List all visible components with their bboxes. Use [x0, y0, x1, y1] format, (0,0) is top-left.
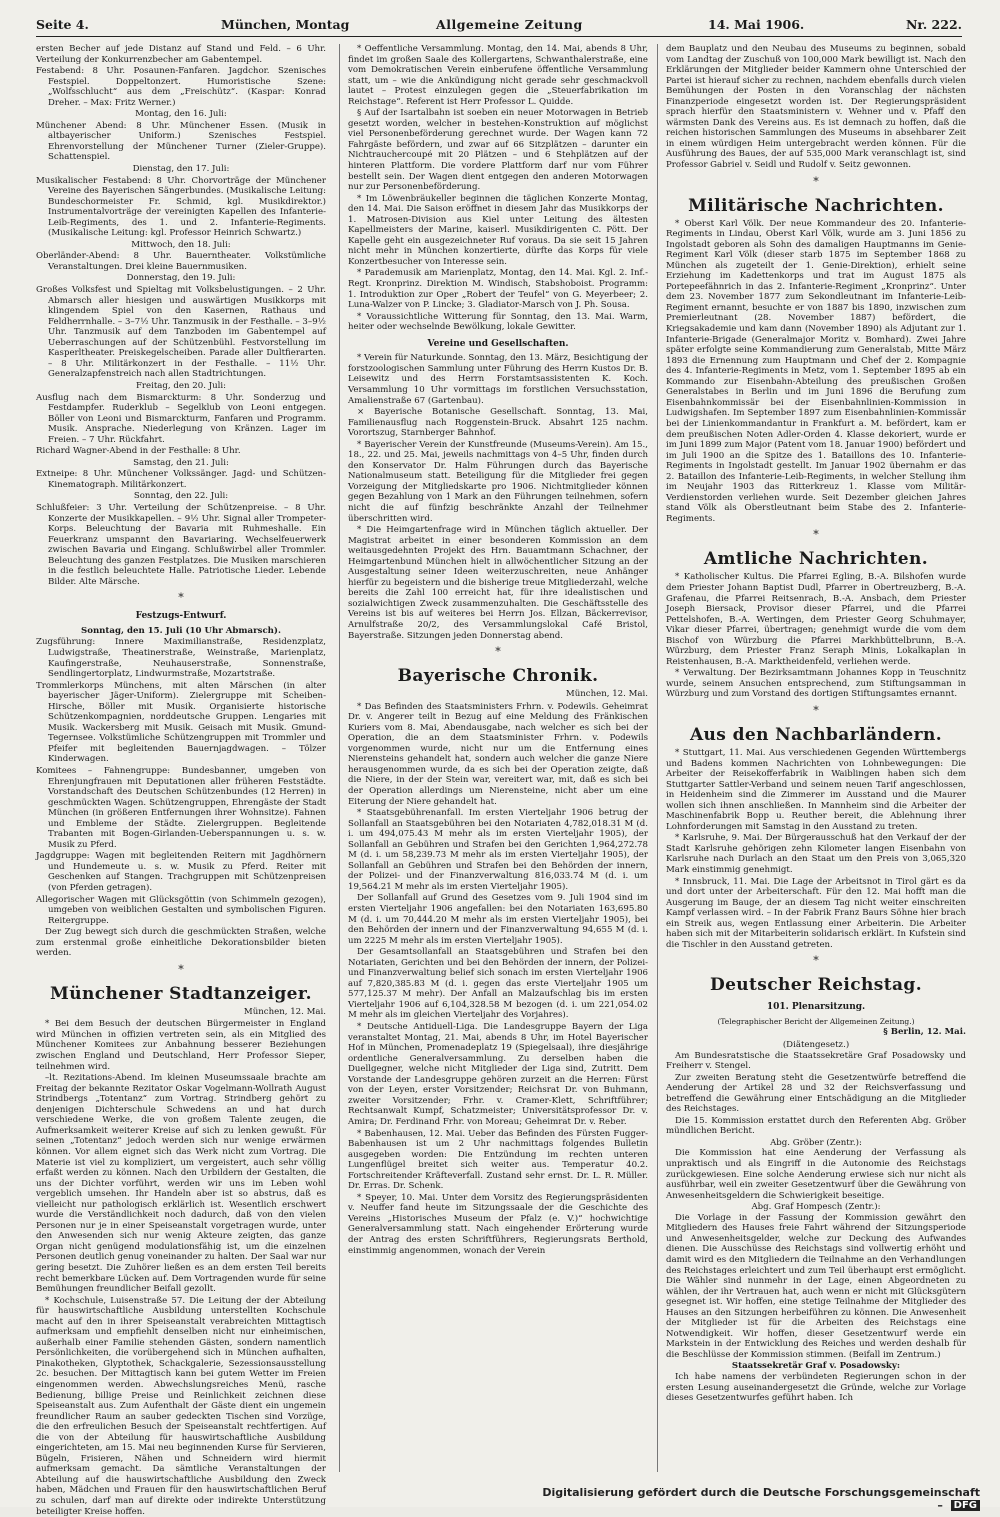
- section-separator: *: [178, 591, 184, 605]
- article-paragraph: Die 15. Kommission erstattet durch den Referenten Abg. Gröber mündlichen Bericht.: [666, 1115, 966, 1137]
- column-1: [36, 44, 326, 1517]
- program-day: Donnerstag, den 19. Juli:: [126, 273, 236, 284]
- dfg-logo: DFG: [951, 1500, 980, 1511]
- article-paragraph: * Voraussichtliche Witterung für Sonntag, den 13. Mai. Warm, heiter oder wechselnde Bewölkung, lokale Gewitter.: [348, 311, 648, 333]
- section-separator: *: [813, 528, 819, 542]
- program-item: Ausflug nach dem Bismarckturm: 8 Uhr. Sonderzug und Festdampfer. Ruderklub – Segelklub von Leoni entgegen. Böller von Leoni und Bismarckturm, Fanfaren und Programm. Musik. Ansprache. Niederlegung von Kränzen. Lager im Freien. – 7 Uhr. Rückfahrt.: [36, 392, 326, 445]
- article-paragraph: Der Sollanfall auf Grund des Gesetzes vom 9. Juli 1904 sind im ersten Vierteljahr 1906 angefallen: bei den Notariaten 163,695.80 M (d. i. um 70,444.20 M mehr als im ersten Vierteljahr 1905), bei den Behörden der innern und der Finanzverwaltung 94,655 M (d. i. um 2225 M mehr als im ersten Vierteljahr 1905).: [348, 893, 648, 946]
- program-item: Extneipe: 8 Uhr. Münchener Volkssänger. Jagd- und Schützen-Kinematograph. Militärkonzert.: [36, 469, 326, 490]
- page-number: Seite 4.: [36, 17, 89, 32]
- page-header: [36, 16, 962, 37]
- issue-number: Nr. 222.: [905, 17, 962, 32]
- dateline: § Berlin, 12. Mai.: [883, 1027, 966, 1038]
- program-day: Dienstag, den 17. Juli:: [132, 164, 230, 175]
- program-item: Großes Volksfest und Spieltag mit Volksbelustigungen. – 2 Uhr. Abmarsch aller hiesigen und auswärtigen Musikkorps mit klingendem Spiel von den Kasernen, Rathaus und Feldherrnhalle. – 3–7½ Uhr. Tanzmusik in der Festhalle. – 3–9½ Uhr. Tanzmusik auf dem Tanzboden im Gabentempel auf Ueberraschungen auf der Schützenbühl. Festvorstellung im Kasperltheater. Preiskegelscheiben. Parade aller Dultfierarten. – 8 Uhr. Militärkonzert in der Festhalle. – 11½ Uhr. Generalzapfenstreich nach allen Stadtrichtungen.: [36, 285, 326, 380]
- digitization-credit: [540, 1486, 980, 1512]
- program-item: Festabend: 8 Uhr. Posaunen-Fanfaren. Jagdchor. Szenisches Festspiel. Doppeltonzert. Humoristische Szene: „Wolfsschlucht“ aus dem „Freischütz“. (Kaspar: Konrad Dreher. – Max: Fritz Werner.): [36, 66, 326, 108]
- article-paragraph: Zur zweiten Beratung steht die Gesetzentwürfe betreffend die Aenderung der Artikel 28 und 32 der Reichsverfassung und betreffend die Gewährung einer Entschädigung an die Mitglieder des Reichstages.: [666, 1072, 966, 1115]
- section-title: Bayerische Chronik.: [397, 666, 599, 687]
- program-item: Oberländer-Abend: 8 Uhr. Bauerntheater. Volkstümliche Veranstaltungen. Drei kleine Bauernmusiken.: [36, 251, 326, 272]
- dateline: München, 12. Mai.: [243, 1006, 326, 1017]
- column-divider: [339, 44, 340, 1472]
- article-paragraph: * Verein für Naturkunde. Sonntag, den 13. März, Besichtigung der forstzoologischen Sammlung unter Führung des Herrn Kustos Dr. B. Leisewitz und des Herrn Forstamtsassistenten K. Koch. Versammlung 10 Uhr vormittags im forstlichen Versuchsstation, Amalienstraße 67 (Gartenbau).: [348, 353, 648, 406]
- speaker-heading: Staatssekretär Graf v. Posadowsky:: [731, 1361, 901, 1372]
- program-item: Schlußfeier: 3 Uhr. Verteilung der Schützenpreise. – 8 Uhr. Konzerte der Musikkapellen. – 9½ Uhr. Signal aller Trompeter-Korps. Beleuchtung der Bavaria mit Ruhmeshalle. Ein Feuerkranz umspannt den Bavariaring. Wechselfeuerwerk zwischen Bavaria und Eingang. Schlußwirbel aller Trommler. Beleuchtung des ganzen Festplatzes. Die Musiken marschieren in die festlich beleuchtete Halle. Patriotische Lieder. Lebende Bilder. Alte Märsche.: [36, 502, 326, 587]
- article-paragraph: * Staatsgebührenanfall. Im ersten Vierteljahr 1906 betrug der Sollanfall an Staatsgebühren bei den Notariaten 4,782,018.31 M (d. i. um 494,075.43 M mehr als im ersten Vierteljahr 1905), der Sollanfall an Gebühren und Strafen bei den Gerichten 1,964,272.78 M (d. i. um 58,239.73 M mehr als im ersten Vierteljahr 1905), der Sollanfall an Gebühren und Strafen bei den Behörden der innern, der Polizei- und der Finanzverwaltung 816,033.74 M (d. i. um 19,564.21 M mehr als im ersten Vierteljahr 1905).: [348, 808, 648, 892]
- section-separator: *: [495, 645, 501, 659]
- column-divider: [657, 44, 658, 1472]
- article-paragraph: * Speyer, 10. Mai. Unter dem Vorsitz des Regierungspräsidenten v. Neuffer fand heute im Sitzungssaale der die Geschichte des Vereins „Historisches Museum der Pfalz (e. V.)“ hochwichtige Generalversammlung statt. Nach eingehender Erörterung wurde der Antrag des ersten Schriftführers, Regierungsrats Berthold, einstimmig angenommen, wonach der Verein: [348, 1192, 648, 1256]
- program-item: Allegorischer Wagen mit Glücksgöttin (von Schimmeln gezogen), umgeben von weiblichen Gestalten und symbolischen Figuren. Reitergruppe.: [36, 894, 326, 926]
- article-paragraph: * Bayerischer Verein der Kunstfreunde (Museums-Verein). Am 15., 18., 22. und 25. Mai, jeweils nachmittags von 4–5 Uhr, finden durch den Konservator Dr. Halm Führungen durch das Bayerische Nationalmuseum statt. Beteiligung für die Mitglieder frei gegen Vorzeigung der Mitgliedskarte pro 1906. Nichtmitglieder können gegen Bezahlung von 1 Mark an den Führungen teilnehmen, sofern nicht die auf fünfzig beschränkte Anzahl der Teilnehmer überschritten wird.: [348, 439, 648, 524]
- article-paragraph: * Die Heimgartenfrage wird in München täglich aktueller. Der Magistrat arbeitet in einer besonderen Kommission an dem weitausgedehnten Projekt des Hrn. Bauamtmann Schachner, der Heimgartenbund München hielt in allwöchentlicher Sitzung an der Ausgestaltung seiner Ideen weiterzuschreiten, neue Anhänger hierfür zu begeistern und die bisherige treue Mitgliederzahl, welche bereits die Zahl 100 erreicht hat, für ihre idealistischen und sozialwichtigen Zweck zusammenzuhalten. Die Geschäftsstelle des Vereins ist bis auf weiteres bei Herrn Jos. Ellzan, Bäckerrevisor, Arnulfstraße 20/2, des Versammlungslokal Café Bristol, Bayerstraße. Sitzungen jeden Donnerstag abend.: [348, 525, 648, 641]
- article-paragraph: × Bayerische Botanische Gesellschaft. Sonntag, 13. Mai, Familienausflug nach Roggenstein-Bruck. Absahrt 125 nachm. Vorortszug, Starnberger Bahnhof.: [348, 407, 648, 439]
- section-separator: *: [813, 954, 819, 968]
- article-paragraph: * Im Löwenbräukeller beginnen die täglichen Konzerte Montag, den 14. Mai. Die Saison eröffnet in diesem Jahr das Musikkorps der 1. Matrosen-Division aus Kiel unter Leitung des ältesten Kapellmeisters der Marine, kaiserl. Musikdirigenten C. Pött. Der Kapelle geht ein ausgezeichneter Ruf voraus. Da sie seit 15 Jahren nicht mehr in München konzertierte, dürfte das Korps für viele Konzertbesucher von Interesse sein.: [348, 193, 648, 267]
- article-paragraph: –lt. Rezitations-Abend. Im kleinen Museumssaale brachte am Freitag der bekannte Rezitator Oskar Vogelmann-Wollrath August Strindbergs „Totentanz“ zum Vortrag. Strindberg gehört zu denjenigen Dichterschule Schwedens an und hat durch verschiedene Werke, die von großem Talente zeugen, die Aufmerksamkeit weiterer Kreise auf sich zu lenken gewußt. Für seinen „Totentanz“ jedoch werden sich nur wenige erwärmen können. Vor allem eignet sich das Werk nicht zum Vortrag. Die Materie ist viel zu kompliziert, um vergeistert, auch sehr völlig erfaßt werden zu können. Nach den Urbildern der Gestalten, die uns der Dichter vorführt, werden wir uns im Leben wohl vergeblich umsehen. Ihr Handeln aber ist so abstrus, daß es vielleicht nur pathologisch erklärlich ist. Wesentlich erschwert wurde die Verständlichkeit noch dadurch, daß von den vielen Personen nur je in einer Speiseanstalt vorgetragen wurde, unter den Anwesenden sich nur wenig Akteure zeigten, das ganze Organ nicht genügend modulationsfähig ist, um die einzelnen Personen deutlich genug voneinander zu halten. Der Saal war nur gering besetzt. Die Zuhörer ließen es an dem ersten Teil bereits recht bemerkbare Lücken auf. Dem Vortragenden wurde für seine Bemühungen freundlicher Beifall gezollt.: [36, 1073, 326, 1295]
- article-paragraph: Am Bundesratstische die Staatssekretäre Graf Posadowsky und Freiherr v. Stengel.: [666, 1050, 966, 1072]
- paragraph: ersten Becher auf jede Distanz auf Stand und Feld. – 6 Uhr. Verteilung der Konkurrenzbecher am Gabentempel.: [36, 44, 326, 65]
- article-paragraph: * Kochschule, Luisenstraße 57. Die Leitung der der Abteilung für hauswirtschaftliche Ausbildung unterstellten Kochschule macht auf den in ihrer Speiseanstalt verabreichten Mittagtisch aufmerksam und empfiehlt denselben nicht nur einheimischen, außerhalb einer Familie stehenden Gästen, sondern namentlich Persönlichkeiten, die vorübergehend sich in München aufhalten, Pinakotheken, Glyptothek, Schackgalerie, Sezessionsausstellung 2c. besuchen. Der Mittagtisch kann bei gutem Wetter im Freien eingenommen werden. Abwechslungsreiches Menü, rasche Bedienung, billige Preise und Reinlichkeit zeichnen diese Speiseanstalt aus. Zum Aufenthalt der Gäste dient ein ungemein freundlicher Raum an sauber gedeckten Tischen sind Vorzüge, die den erfreulichen Besuch der Speiseanstalt rechtfertigen. Auf die von der Abteilung für hauswirtschaftliche Ausbildung eingerichteten, am 15. Mai neu beginnenden Kurse für Servieren, Bügeln, Frisieren, Nähen und Schneidern wird hiermit aufmerksam gemacht. Da sämtliche Veranstaltungen der Abteilung auf die hauswirtschaftliche Ausbildung den Zweck haben, Mädchen und Frauen für den hauswirtschaftlichen Beruf zu schulen, darf man auf direkte oder indirekte Unterstützung beteiligter Kreise hoffen.: [36, 1295, 326, 1517]
- column-3: [666, 44, 966, 1472]
- section-title: Amtliche Nachrichten.: [703, 549, 929, 570]
- program-item: Trommlerkorps Münchens, mit alten Märschen (in alter bayerischer Jäger-Uniform). Zielergruppe mit Scheiben-Hirsche, Böller mit Musik. Organisierte historische Schützenkompagnien, norddeutsche Gruppen. Lengaries mit Musik. Wackersberg mit Musik. Geisach mit Musik. Gmund-Tegernsee. Volkstümliche Schützengruppen mit Trommler und Pfeifer mit begleitenden Bauernjagdwagen. – Tölzer Kinderwagen.: [36, 680, 326, 765]
- section-title: Deutscher Reichstag.: [709, 975, 923, 996]
- article-paragraph: Die Vorlage in der Fassung der Kommission gewährt den Mitgliedern des Hauses freie Fahrt während der Sitzungsperiode und Anwesenheitsgelder, welche zur Deckung des Aufwandes dienen. Die Ausschüsse des Reichstags sind vollwertig erhöht und damit wird es den Mitgliedern die Teilnahme an den Verhandlungen des Reichstages erleichtert und zum Teil überhaupt erst ermöglicht. Die Wähler sind nunmehr in der Lage, einen Abgeordneten zu wählen, der ihr Vertrauen hat, auch wenn er nicht mit Glücksgütern gesegnet ist. Wir hoffen, eine stetige Teilnahme der Mitglieder des Hauses an den Sitzungen herbeiführen zu können. Die Anwesenheit der Mitglieder ist für die Arbeiten des Reichstags eine Notwendigkeit. Wir hoffen, dieser Gesetzentwurf werde ein Markstein in der Entwicklung des Reiches und werden deshalb für die Beschlüsse der Kommission stimmen. (Beifall im Zentrum.): [666, 1212, 966, 1360]
- speaker-heading: Abg. Graf Hompesch (Zentr.):: [751, 1202, 881, 1213]
- section-separator: *: [813, 174, 819, 188]
- article-paragraph: * Oberst Karl Völk. Der neue Kommandeur des 20. Infanterie-Regiments in Lindau, Oberst Karl Völk, wurde am 3. Juni 1856 zu Ingolstadt geboren als Sohn des damaligen Hauptmanns im Genie-Regiment Karl Völk (dieser starb 1875 im September 1868 zu München als zugeteilt der 1. Genie-Direktion), erhielt seine Erziehung im Kadettenkorps und trat im August 1875 als Portepeefähnrich in das 2. Infanterie-Regiment „Kronprinz“. Unter dem 23. November 1877 zum Sekondleutnant im Infanterie-Leib-Regiment ernannt, besuchte er von 1887 bis 1890, inzwischen zum Premierleutnant (28. November 1887) befördert, die Kriegsakademie und kam dann (November 1890) als Adjutant zur 1. Infanterie-Brigade (Generalmajor Moritz v. Bomhard). Zwei Jahre später erfolgte seine Kommandierung zum Generalstab, Mitte März 1893 die Ernennung zum Hauptmann und Chef der 2. Kompagnie des 4. Infanterie-Regiments in Metz, vom 1. September 1895 ab ein Kommando zur Eisenbahn-Abteilung des preußischen Großen Generalstabes in Berlin und im Juni 1896 die Berufung zum Eisenbahnkommissär bei der Eisenbahnlinien-Kommission in Ludwigshafen. Im September 1897 zum Eisenbahnlinien-Kommissär bei der Linienkommandantur in Frankfurt a. M. befördert, kam er dem preußischen Noten Adler-Orden 4. Klasse dekoriert, wurde er im Juni 1899 zum Major (Patent vom 18. Januar 1900) befördert und im Juli 1900 an die Spitze des 1. Bataillons des 10. Infanterie-Regiments in Ingolstadt gestellt. Im Januar 1902 übernahm er das 2. Bataillon des Infanterie-Leib-Regiments, in welcher Stellung ihm im Neujahr 1903 das Ritterkreuz 1. Klasse vom Militär-Verdienstorden verliehen wurde. Seit Dezember gleichen Jahres stand Völk als Oberstleutnant beim Stabe des 2. Infanterie-Regiments.: [666, 218, 966, 524]
- section-heading: Vereine und Gesellschaften.: [427, 338, 569, 349]
- section-title: Münchener Stadtanzeiger.: [50, 983, 312, 1004]
- article-paragraph: § Auf der Isartalbahn ist soeben ein neuer Motorwagen in Betrieb gesetzt worden, welcher in bestehen-Konstruktion auf möglichst viel Personenbeförderung gerechnet wurde. Der Wagen kann 72 Fahrgäste befördern, und zwar auf 66 Sitzplätzen – darunter ein Nichtrauchercoupé mit 20 Plätzen – und 6 Stehplätzen auf der hinteren Plattform. Die vordere Plattform darf nur vom Führer bestellt sein. Der Wagen dient entgegen den anderen Motorwagen nur zur Personenbeförderung.: [348, 108, 648, 193]
- article-paragraph: * Karlsruhe, 9. Mai. Der Bürgerausschuß hat den Verkauf der der Stadt Karlsruhe gehörigen zehn Kilometer langen Eisenbahn von Karlsruhe nach Durlach an den Staat um den Preis von 3,065,320 Mark einstimmig genehmigt.: [666, 833, 966, 875]
- article-paragraph: Die Kommission hat eine Aenderung der Verfassung als unpraktisch und als Eingriff in die Autonomie des Reichstags zurückgewiesen. Eine solche Aenderung erwiese sich nur nicht als ausführbar, weil ein zweiter Gesetzentwurf über die Gewährung von Anwesenheitsgeldern die Schwierigkeit beseitige.: [666, 1148, 966, 1201]
- article-paragraph: * Deutsche Antiduell-Liga. Die Landesgruppe Bayern der Liga veranstaltet Montag, 21. Mai, abends 8 Uhr, im Hotel Bayerischer Hof in München, Promenadeplatz 19 (Spiegelsaal), ihre diesjährige ordentliche Generalversammlung. Zu derselben haben die Duellgegner, welche nicht Mitglieder der Liga sind, Zutritt. Dem Vorstande der Landesgruppe gehören zurzeit an die Herren: Fürst von der Leyen, erster Vorsitzender; Reichsrat Dr. von Buhmann, zweiter Vorsitzender; Frhr. v. Cramer-Klett, Schriftführer; Rechtsanwalt Kumpf, Schatzmeister; Universitätsprofessor Dr. v. Amira; Dr. Ferdinand Frhr. von Moreau; Geheimrat Dr. v. Reber.: [348, 1022, 648, 1127]
- article-paragraph: * Katholischer Kultus. Die Pfarrei Egling, B.-A. Bilshofen wurde dem Priester Johann Baptist Dudl, Pfarrer in Obertreuzberg, B.-A. Grafenau, die Pfarrei Reitsenrach, B.-A. Ansbach, dem Priester Joseph Biersack, Provisor dieser Pfarrei, und die Pfarrei Pettelshofen, B.-A. Wertingen, dem Priester Georg Schuhmayer, Vikar dieser Pfarrei, übertragen; genehmigt wurde die vom dem Bischof von Würzburg die Pfarrei Markhbüttelbrunn, B.-A. Würzburg, dem Priester Franz Seraph Minis, Lokalkaplan in Reistenhausen, B.-A. Marktheidenfeld, verliehen werde.: [666, 572, 966, 667]
- program-item: Jagdgruppe: Wagen mit begleitenden Reitern mit Jagdhörnern und Hundemeute u. s. w. Musik zu Pferd. Reiter mit Geschenken auf Stangen. Trachgruppen mit Schützenpreisen (von Pferden getragen).: [36, 851, 326, 894]
- program-item: Münchener Abend: 8 Uhr. Münchener Essen. (Musik in altbayerischer Uniform.) Szenisches Festspiel. Ehrenvorstellung der Münchener Turner (Zieler-Gruppe). Schattenspiel.: [36, 120, 326, 163]
- paragraph: Der Zug bewegt sich durch die geschmückten Straßen, welche zum erstenmal große einheitliche Dekorationsbilder bieten werden.: [36, 927, 326, 959]
- section-separator: *: [813, 703, 819, 717]
- article-paragraph: dem Bauplatz und den Neubau des Museums zu beginnen, sobald vom Landtag der Zuschuß von 100,000 Mark bewilligt ist. Nach den Erklärungen der Mitglieder beider Kammern ohne Unterschied der Partei ist hierauf sicher zu rechnen, nachdem ebenfalls durch vielen Bemühungen der Posten in den Voranschlag der nächsten Finanzperiode eingesetzt worden ist. Der Regierungspräsident sprach hierfür den Staatsministern v. Wehner und v. Pfaff den wärmsten Dank des Vereins aus. Es ist demnach zu hoffen, daß die reichen historischen Sammlungen des Museums in absehbarer Zeit in einem würdigen Heim untergebracht werden können. Für die Ausführung des Baues, der auf 535,000 Mark veranschlagt ist, sind Professor Gabriel v. Seidl und Rudolf v. Seitz gewonnen.: [666, 44, 966, 171]
- newspaper-title: Allgemeine Zeitung: [436, 17, 583, 32]
- article-paragraph: * Oeffentliche Versammlung. Montag, den 14. Mai, abends 8 Uhr, findet im großen Saale des Kollergartens, Schwanthalerstraße, eine vom Demokratischen Verein einberufene öffentliche Versammlung statt, um – wie die Ankündigung nicht gerade sehr geschmackvoll lautet – Protest einzulegen gegen die „Steuerfabrikation im Reichstage“. Referent ist Herr Professor L. Quidde.: [348, 44, 648, 107]
- topic-note: (Diätengesetz.): [782, 1040, 850, 1051]
- article-paragraph: Ich habe namens der verbündeten Regierungen schon in der ersten Lesung auseinandergesetzt die Gründe, welche zur Vorlage dieses Gesetzentwurfes geführt haben. Ich: [666, 1371, 966, 1404]
- issue-date: 14. Mai 1906.: [708, 17, 805, 32]
- section-heading: Festzugs-Entwurf.: [135, 611, 227, 622]
- program-day: Sonntag, den 15. Juli (10 Uhr Abmarsch).: [81, 625, 281, 636]
- article-paragraph: * Verwaltung. Der Bezirksamtmann Johannes Kopp in Teuschnitz wurde, seinem Ansuchen entsprechend, zum Stiftungsamman in Würzburg und zum Vorstand des dortigen Stiftungsamtes ernannt.: [666, 668, 966, 700]
- article-paragraph: Der Gesamtsollanfall an Staatsgebühren und Strafen bei den Notariaten, Gerichten und bei den Behörden der innern, der Polizei- und Finanzverwaltung belief sich sonach im ersten Vierteljahr 1906 auf 7,820,385.83 M (d. i. gegen das erste Vierteljahr 1905 um 577,125.37 M mehr). Der Anfall an Malzaufschlag bis im ersten Vierteljahr 1906 auf 6,104,328.58 M bezogen (d. i. um 221,054.02 M mehr als im gleichen Vierteljahr des Vorjahres).: [348, 947, 648, 1021]
- article-paragraph: * Babenhausen, 12. Mai. Ueber das Befinden des Fürsten Fugger-Babenhausen ist um 2 Uhr nachmittags folgendes Bulletin ausgegeben worden: Die Entzündung im rechten unteren Lungenflügel breitet sich weiter aus. Temperatur 40.2. Fortschreitender Kräfteverfall. Zustand sehr ernst. Dr. L. R. Müller. Dr. Erras. Dr. Schenk.: [348, 1128, 648, 1192]
- session-heading: 101. Plenarsitzung.: [766, 1002, 866, 1013]
- article-paragraph: * Innsbruck, 11. Mai. Die Lage der Arbeitsnot in Tirol gärt es da und dort unter der Arbeiterschaft. Für den 12. Mai hofft man die Ausgerung im Bauge, der an diesem Tag nicht weiter einschreiten Kampf verlassen wird. – In der Fabrik Franz Baurs Söhne hier brach ein Streik aus, wegen Entlassung einer Arbeiterin. Die Arbeiter haben sich mit der Mitarbeiterin solidarisch erklärt. In Kufstein sind die Tischler in den Ausstand getreten.: [666, 876, 966, 950]
- program-item: Zugsführung: Innere Maximilianstraße, Residenzplatz, Ludwigstraße, Theatinerstraße, Weinstraße, Marienplatz, Kaufingerstraße, Neuhauserstraße, Sonnenstraße, Sendlingertorplatz, Lindwurmstraße, Mozartstraße.: [36, 637, 326, 680]
- program-day: Mittwoch, den 18. Juli:: [131, 239, 231, 250]
- section-title: Aus den Nachbarländern.: [689, 724, 943, 745]
- program-day: Montag, den 16. Juli:: [135, 109, 227, 120]
- article-paragraph: * Parademusik am Marienplatz, Montag, den 14. Mai. Kgl. 2. Inf.-Regt. Kronprinz. Direktion M. Windisch, Stabshoboist. Programm: 1. Introduktion zur Oper „Robert der Teufel“ von G. Meyerbeer; 2. Luna-Walzer von P. Lincke; 3. Gladiator-Marsch von J. Ph. Sousa.: [348, 268, 648, 311]
- column-2: [348, 44, 648, 1472]
- article-paragraph: * Das Befinden des Staatsministers Frhrn. v. Podewils. Geheimrat Dr. v. Angerer teilt in Bezug auf eine Meldung des Fränkischen Kuriers vom 8. Mai, Abendausgabe, nach welcher es sich bei der Operation, die an dem Staatsminister Frhrn. v. Podewils vorgenommen wurde, nicht nur um die Entfernung eines Nierensteins gehandelt hat, sondern auch welcher die ganze Niere herausgenommen wurde, da es sich bei der Operation zeigte, daß die Niere, in der der Stein war, vereitert war, mit, daß es sich bei der Operation allerdings um Nierensteine, nicht aber um eine Eiterung der Niere gehandelt hat.: [348, 701, 648, 807]
- program-item: Musikalischer Festabend: 8 Uhr. Chorvorträge der Münchener Vereine des Bayerischen Sängerbundes. (Musikalische Leitung: Bundeschormeister Fr. Schmid, kgl. Musikdirektor.) Instrumentalvorträge der vereinigten Kapellen des Infanterie-Leib-Regiments, des 1. und 2. Infanterie-Regiments. (Musikalische Leitung: kgl. Professor Heinrich Schwartz.): [36, 175, 326, 239]
- header-city-day: München, Montag: [221, 17, 350, 32]
- section-separator: *: [178, 962, 184, 976]
- dateline: München, 12. Mai.: [565, 689, 648, 700]
- article-paragraph: * Stuttgart, 11. Mai. Aus verschiedenen Gegenden Württembergs und Badens kommen Nachrichten von Lohnbewegungen: Die Arbeiter der Reisekofferfabrik in Waiblingen haben sich dem Stuttgarter Sattler-Verband und seinem neuen Tarif angeschlossen, in Heidenheim sind die Zimmerer im Ausstand und die Maurer wollen sich ihnen anschließen. In Mannheim sind die Arbeiter der Maschinenfabrik Bopp u. Reuther bereit, die Ablehnung ihrer Lohnforderungen mit Samstag in den Ausstand zu treten.: [666, 747, 966, 832]
- program-item: Richard Wagner-Abend in der Festhalle: 8 Uhr.: [36, 446, 241, 457]
- program-item: Komitees – Fahnengruppe: Bundesbanner, umgeben von Ehrenjungfrauen mit Deputationen aller früheren Feststädte. Vorstandschaft des Deutschen Schützenbundes (12 Herren) in geschmückten Wagen. Schützengruppen, Ehrengäste der Stadt München (in größeren Entfernungen ihrer Wohnsitze). Fahnen und Embleme der Städte. Zielergruppen. Begleitende Trabanten mit Bogen-Girlanden-Ueberspannungen u. s. w. Musik zu Pferd.: [36, 766, 326, 850]
- program-day: Sonntag, den 22. Juli:: [133, 491, 229, 502]
- section-title: Militärische Nachrichten.: [688, 195, 944, 216]
- report-note: (Telegraphischer Bericht der Allgemeinen Zeitung.): [717, 1016, 915, 1026]
- program-day: Freitag, den 20. Juli:: [135, 380, 227, 391]
- program-day: Samstag, den 21. Juli:: [133, 457, 229, 468]
- speaker-heading: Abg. Gröber (Zentr.):: [770, 1137, 862, 1148]
- credit-text: Digitalisierung gefördert durch die Deutsche Forschungsgemeinschaft –: [542, 1486, 980, 1512]
- article-paragraph: * Bei dem Besuch der deutschen Bürgermeister in England wird München in offizien vertreten sein, als ein Mitglied des Münchener Komitees zur Anbahnung besserer Beziehungen zwischen England und Deutschland, Herr Professor Sieper, teilnehmen wird.: [36, 1019, 326, 1072]
